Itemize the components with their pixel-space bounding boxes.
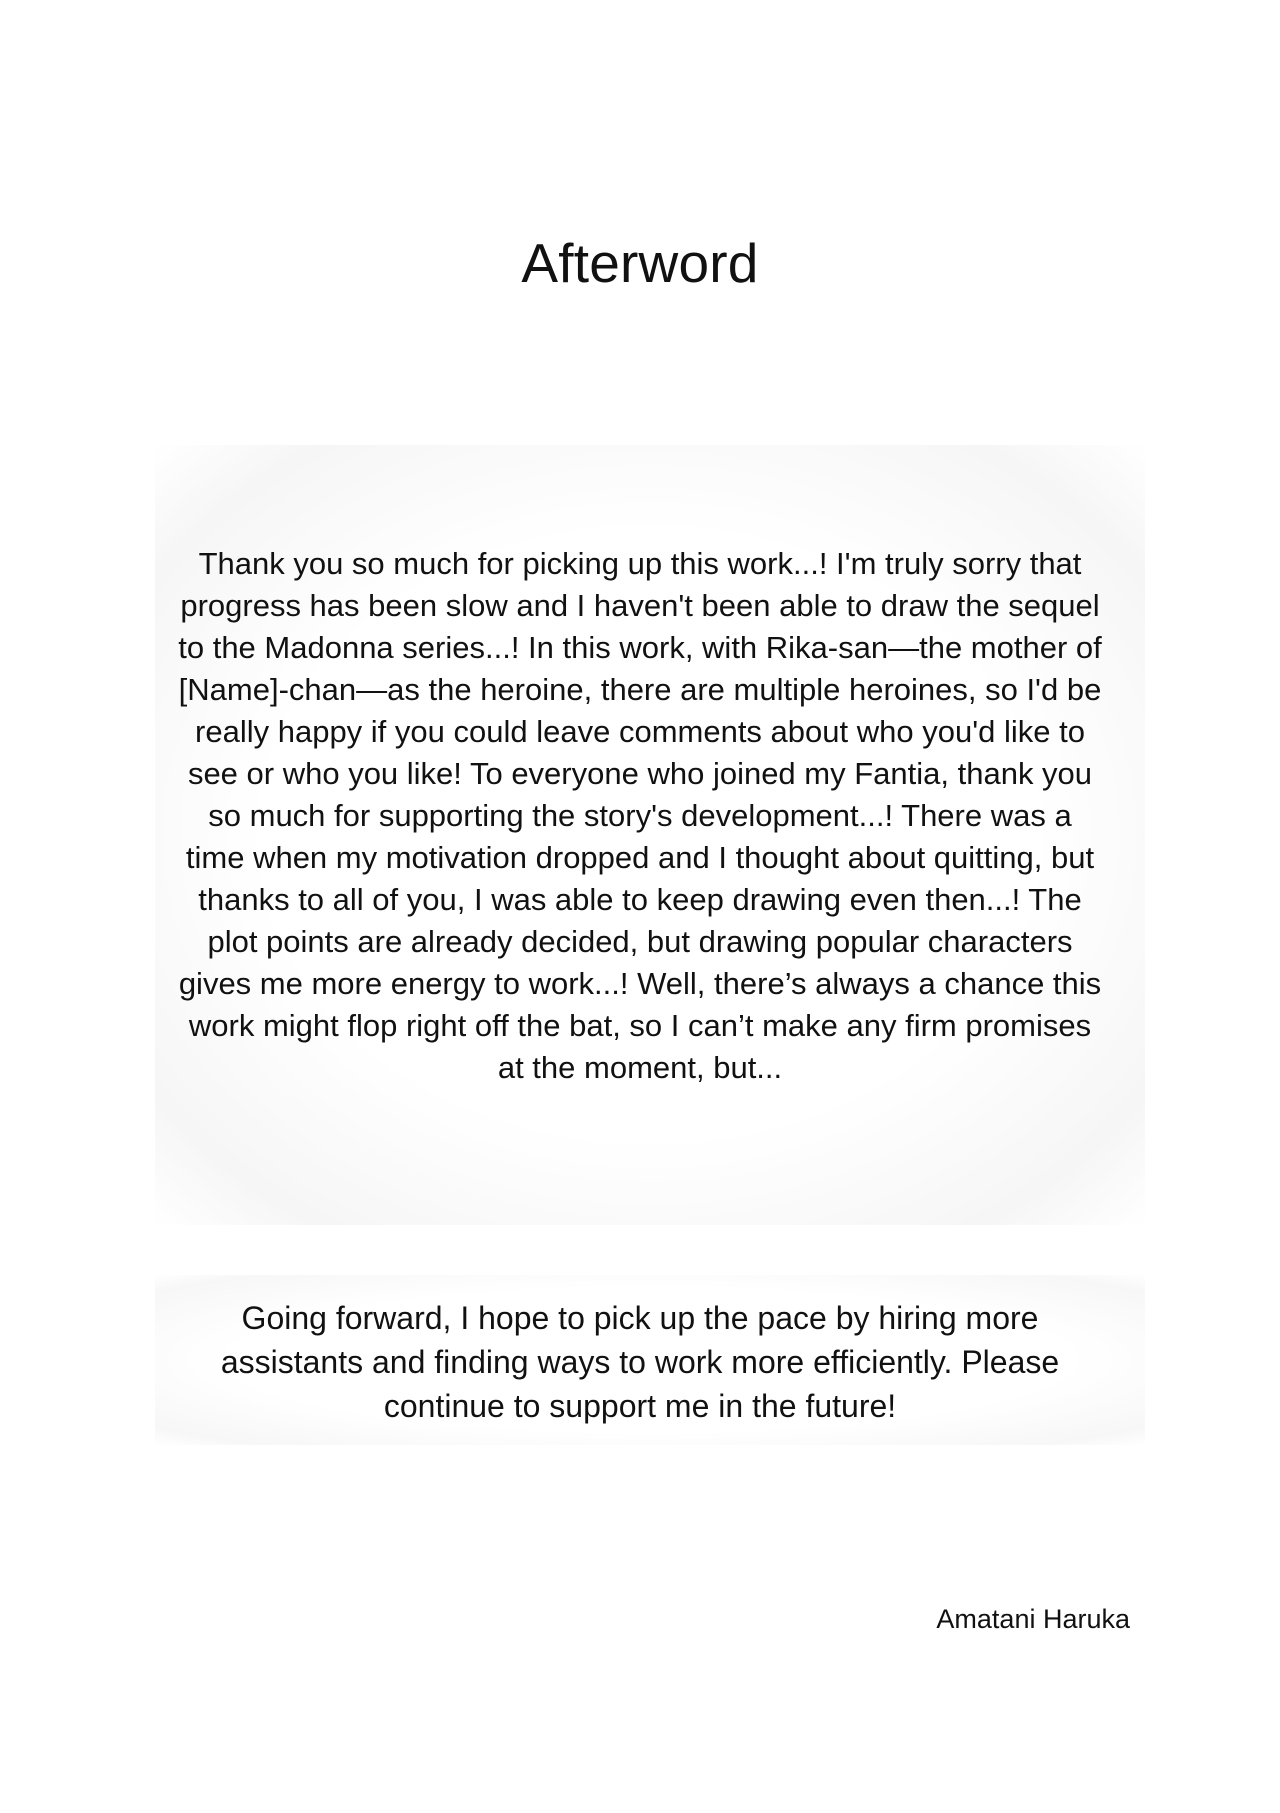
page-title: Afterword: [521, 232, 759, 294]
author-signature: Amatani Haruka: [936, 1604, 1130, 1634]
afterword-paragraph-closing: Going forward, I hope to pick up the pace by hiring more assistants and finding ways to work more efficiently. Please continue to support me in the future!: [220, 1300, 1060, 1424]
afterword-paragraph-main: Thank you so much for picking up this work...! I'm truly sorry that progress has been slow and I haven't been able to draw the sequel to the Madonna series...! In this work, with Rika-san—the mother of [Name]-chan—as the heroine, there are multiple heroines, so I'd be really happy if you could leave comments about who you'd like to see or who you like! To everyone who joined my Fantia, thank you so much for supporting the story's development...! There was a time when my motivation dropped and I thought about quitting, but thanks to all of you, I was able to keep drawing even then...! The plot points are already decided, but drawing popular characters gives me more energy to work...! Well, there’s always a chance this work might flop right off the bat, so I can’t make any firm promises at the moment, but...: [178, 546, 1102, 1085]
